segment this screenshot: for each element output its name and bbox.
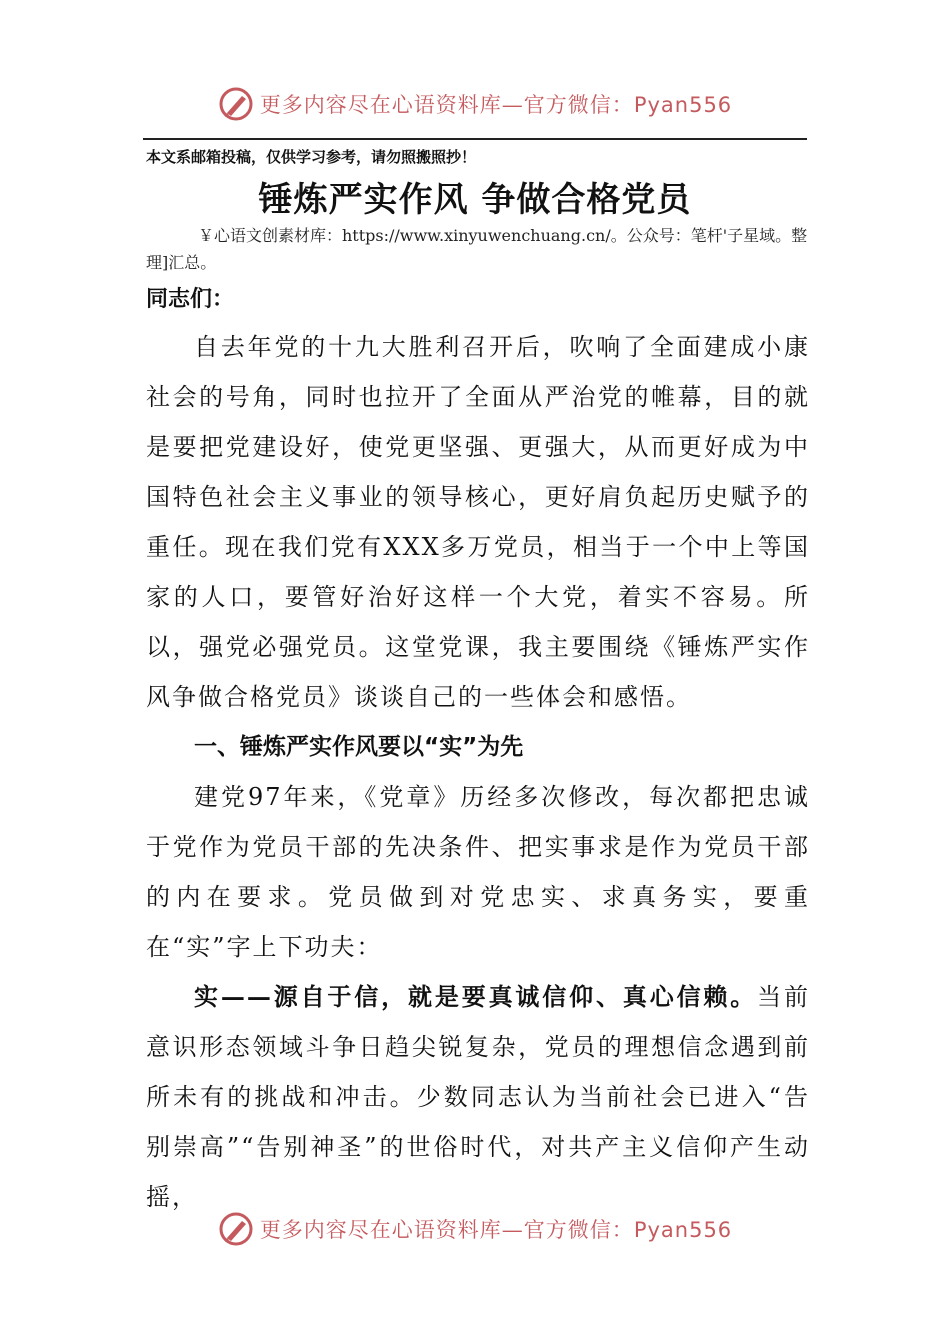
submission-notice: 本文系邮箱投稿，仅供学习参考，请勿照搬照抄！ [146,148,477,166]
source-line: ￥心语文创素材库：https://www.xinyuwenchuang.cn/。公众号：笔杆'子星域。整理]汇总。 [146,226,808,272]
salutation: 同志们： [146,287,235,312]
banner-text: 更多内容尽在心语资料库—官方微信：Pyan556 [259,1218,733,1242]
header-banner [0,84,950,124]
pen-logo-icon [218,1211,254,1247]
footer-banner [0,1209,950,1249]
document-body [146,322,810,1222]
paragraph-faith [146,972,810,1222]
paragraph-party-constitution: 建党97年来，《党章》历经多次修改，每次都把忠诚于党作为党员干部的先决条件、把实事求是作为党员干部的内在要求。党员做到对党忠实、求真务实，要重在“实”字上下功夫： [146,783,810,961]
banner-text: 更多内容尽在心语资料库—官方微信：Pyan556 [259,93,733,117]
banner-handle: Pyan556 [633,93,733,117]
banner-handle: Pyan556 [633,1218,733,1242]
pen-logo-icon [218,86,254,122]
header-rule [143,138,807,140]
section-heading-1: 一、锤炼严实作风要以“实”为先 [194,734,524,760]
paragraph-faith-lead: 实——源自于信，就是要真诚信仰、真心信赖。 [194,982,758,1011]
paragraph-faith-text: 当前意识形态领域斗争日趋尖锐复杂，党员的理想信念遇到前所未有的挑战和冲击。少数同志认为当前社会已进入“告别崇高”“告别神圣”的世俗时代，对共产主义信仰产生动摇， [146,983,811,1211]
paragraph-intro: 自去年党的十九大胜利召开后，吹响了全面建成小康社会的号角，同时也拉开了全面从严治党的帷幕，目的就是要把党建设好，使党更坚强、更强大，从而更好成为中国特色社会主义事业的领导核心，更好肩负起历史赋予的重任。现在我们党有XXX多万党员，相当于一个中上等国家的人口，要管好治好这样一个大党，着实不容易。所以，强党必强党员。这堂党课，我主要围绕《锤炼严实作风争做合格党员》谈谈自己的一些体会和感悟。 [146,333,810,711]
document-title: 锤炼严实作风 争做合格党员 [258,180,692,220]
